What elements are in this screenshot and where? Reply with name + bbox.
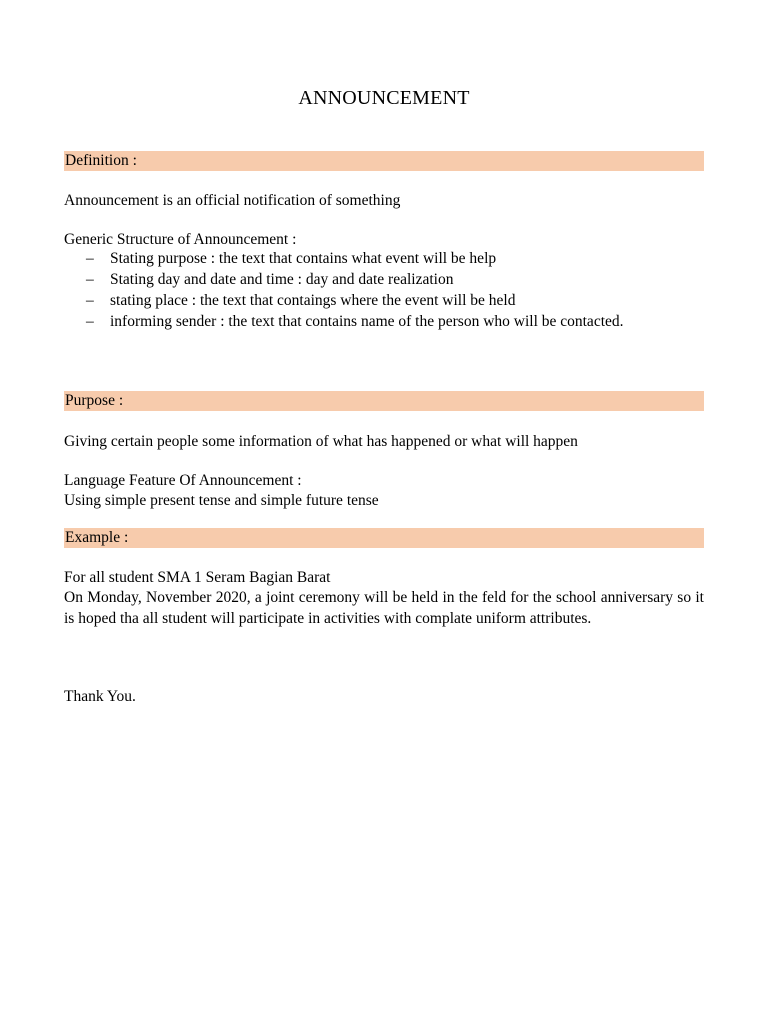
example-body: On Monday, November 2020, a joint ceremony will be held in the feld for the school anniversary so it is hoped tha all student will participate in activities with complate uniform attributes. [64,589,704,627]
list-item-text: informing sender : the text that contains name of the person who will be contacted. [110,313,624,330]
definition-heading: Definition : [64,151,704,171]
language-feature-heading: Language Feature Of Announcement : [64,472,302,489]
bullet-dash: – [86,313,94,330]
purpose-text: Giving certain people some information of what has happened or what will happen [64,433,578,450]
structure-heading: Generic Structure of Announcement : [64,231,297,248]
bullet-dash: – [86,292,94,309]
list-item-text: Stating day and date and time : day and date realization [110,271,454,288]
purpose-heading: Purpose : [64,391,704,411]
language-feature-text: Using simple present tense and simple future tense [64,492,379,509]
structure-list [64,248,704,332]
list-item [64,311,704,332]
page-title: ANNOUNCEMENT [298,87,470,109]
example-recipient: For all student SMA 1 Seram Bagian Barat [64,569,331,586]
list-item [64,248,704,269]
example-heading: Example : [64,528,704,548]
list-item [64,269,704,290]
list-item [64,290,704,311]
example-closing: Thank You. [64,688,136,705]
bullet-dash: – [86,271,94,288]
list-item-text: stating place : the text that contaings where the event will be held [110,292,516,309]
definition-text: Announcement is an official notification of something [64,192,401,209]
list-item-text: Stating purpose : the text that contains what event will be help [110,250,497,267]
bullet-dash: – [86,250,94,267]
